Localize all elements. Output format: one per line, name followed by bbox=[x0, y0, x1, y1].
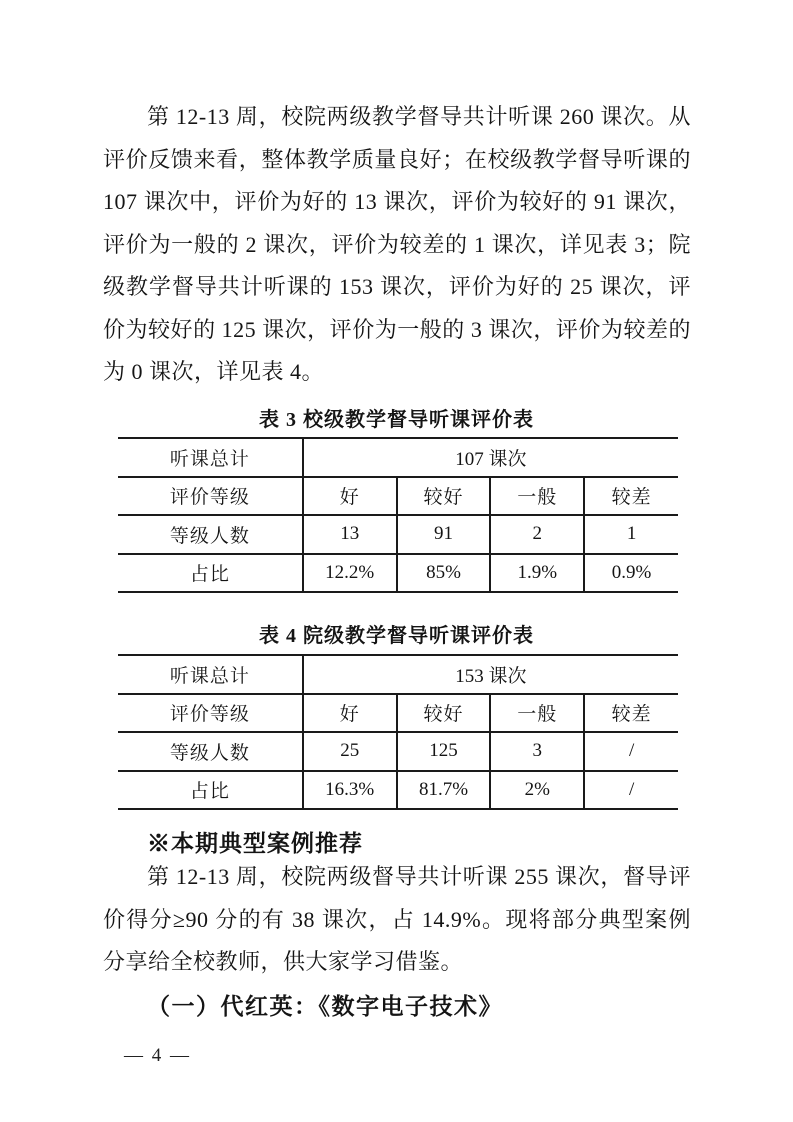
count-poor-cell: / bbox=[584, 732, 678, 771]
table-row-grades bbox=[118, 477, 678, 516]
total-label-cell: 听课总计 bbox=[118, 438, 303, 477]
counts-label-cell: 等级人数 bbox=[118, 732, 303, 771]
percent-good-cell: 16.3% bbox=[303, 771, 397, 810]
table-row-grades bbox=[118, 694, 678, 733]
table3-caption: 表 3 校级教学督导听课评价表 bbox=[259, 409, 534, 431]
percent-label-cell: 占比 bbox=[118, 554, 303, 593]
table-row-percent bbox=[118, 554, 678, 593]
grade-good-cell: 好 bbox=[303, 477, 397, 516]
percent-average-cell: 1.9% bbox=[490, 554, 584, 593]
percent-average-cell: 2% bbox=[490, 771, 584, 810]
grade-good-cell: 好 bbox=[303, 694, 397, 733]
grade-header-cell: 评价等级 bbox=[118, 477, 303, 516]
table-college-level-evaluation bbox=[118, 654, 678, 810]
grade-poor-cell: 较差 bbox=[584, 477, 678, 516]
count-good-cell: 25 bbox=[303, 732, 397, 771]
grade-average-cell: 一般 bbox=[490, 477, 584, 516]
table-row-total bbox=[118, 655, 678, 694]
count-poor-cell: 1 bbox=[584, 515, 678, 554]
page-number: — 4 — bbox=[124, 1045, 191, 1066]
percent-poor-cell: / bbox=[584, 771, 678, 810]
percent-good-cell: 12.2% bbox=[303, 554, 397, 593]
grade-header-cell: 评价等级 bbox=[118, 694, 303, 733]
total-label-cell: 听课总计 bbox=[118, 655, 303, 694]
count-average-cell: 2 bbox=[490, 515, 584, 554]
paragraph-case-intro: 第 12-13 周，校院两级督导共计听课 255 课次，督导评价得分≥90 分的有 38 课次，占 14.9%。现将部分典型案例分享给全校教师，供大家学习借鉴。 bbox=[103, 864, 691, 974]
total-value-cell: 153 课次 bbox=[303, 655, 678, 694]
table-row-counts bbox=[118, 732, 678, 771]
paragraph-supervision-summary: 第 12-13 周，校院两级教学督导共计听课 260 课次。从评价反馈来看，整体教学质量良好；在校级教学督导听课的 107 课次中，评价为好的 13 课次，评价为较好的 91 课次，评价为一般的 2 课次，评价为较差的 1 课次，详见表 3；院级教学督导共计听课的 153 课次，评价为好的 25 课次，评价为较好的 125 课次，评价为一般的 3 课次，评价为较差的为 0 课次，详见表 4。 bbox=[103, 104, 691, 384]
table-row-total bbox=[118, 438, 678, 477]
total-value-cell: 107 课次 bbox=[303, 438, 678, 477]
grade-fair-cell: 较好 bbox=[397, 694, 491, 733]
case-heading-dai-hongying: （一）代红英：《数字电子技术》 bbox=[147, 994, 503, 1019]
grade-poor-cell: 较差 bbox=[584, 694, 678, 733]
grade-fair-cell: 较好 bbox=[397, 477, 491, 516]
count-fair-cell: 91 bbox=[397, 515, 491, 554]
grade-average-cell: 一般 bbox=[490, 694, 584, 733]
count-good-cell: 13 bbox=[303, 515, 397, 554]
percent-fair-cell: 81.7% bbox=[397, 771, 491, 810]
table-school-level-evaluation bbox=[118, 437, 678, 593]
table4-caption: 表 4 院级教学督导听课评价表 bbox=[259, 625, 534, 647]
percent-label-cell: 占比 bbox=[118, 771, 303, 810]
table-row-percent bbox=[118, 771, 678, 810]
section-heading-typical-cases: ※本期典型案例推荐 bbox=[147, 831, 363, 856]
count-fair-cell: 125 bbox=[397, 732, 491, 771]
table-row-counts bbox=[118, 515, 678, 554]
percent-fair-cell: 85% bbox=[397, 554, 491, 593]
percent-poor-cell: 0.9% bbox=[584, 554, 678, 593]
counts-label-cell: 等级人数 bbox=[118, 515, 303, 554]
count-average-cell: 3 bbox=[490, 732, 584, 771]
